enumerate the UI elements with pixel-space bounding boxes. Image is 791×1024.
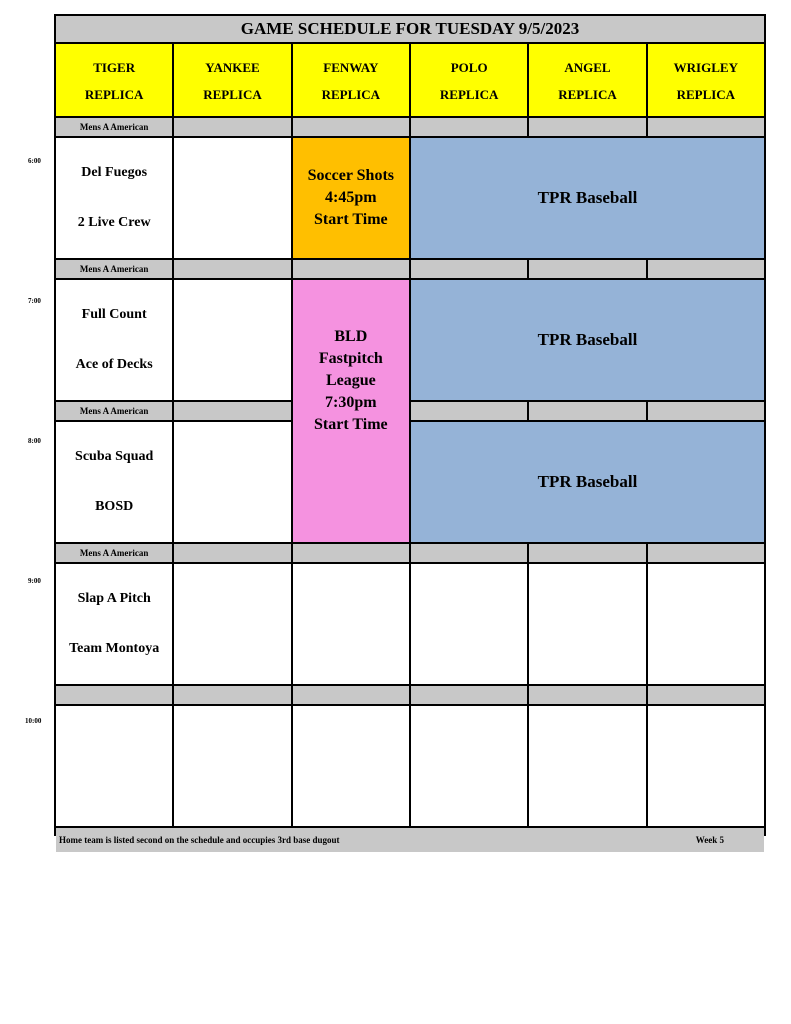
home-team: BOSD (95, 499, 134, 514)
week-label: Week 5 (695, 835, 724, 845)
bld-fastpitch-block (293, 280, 409, 542)
separator-cell (174, 118, 290, 136)
separator-cell (293, 686, 409, 704)
division-label: Mens A American (56, 544, 172, 562)
separator-cell (293, 260, 409, 278)
separator-cell (174, 544, 290, 562)
tpr-baseball-block: TPR Baseball (411, 422, 764, 542)
home-team: Team Montoya (69, 641, 160, 656)
field-sub: REPLICA (439, 87, 499, 102)
field-sub: REPLICA (84, 87, 144, 102)
tpr-baseball-block: TPR Baseball (411, 280, 764, 400)
away-team: Slap A Pitch (77, 591, 151, 606)
field-name: YANKEE (205, 60, 260, 75)
event-line: League (325, 372, 376, 389)
soccer-shots-block (293, 138, 409, 258)
field-header-yankee (174, 44, 290, 116)
separator-cell (529, 544, 645, 562)
time-label: 7:00 (28, 297, 41, 305)
separator-cell (411, 686, 527, 704)
separator-cell (529, 686, 645, 704)
separator-cell (411, 402, 527, 420)
empty-slot (411, 564, 527, 684)
schedule-title: GAME SCHEDULE FOR TUESDAY 9/5/2023 (56, 16, 764, 42)
event-line: BLD (334, 328, 368, 345)
empty-slot (529, 564, 645, 684)
empty-slot (648, 706, 764, 826)
separator-cell (293, 544, 409, 562)
field-header-angel (529, 44, 645, 116)
separator-cell (174, 402, 290, 420)
field-header-tiger (56, 44, 172, 116)
field-header-polo (411, 44, 527, 116)
empty-slot (293, 564, 409, 684)
away-team: Del Fuegos (81, 165, 148, 180)
empty-slot (174, 280, 290, 400)
field-sub: REPLICA (558, 87, 617, 102)
schedule-footer (56, 828, 764, 852)
separator-cell (648, 118, 764, 136)
away-team: Full Count (81, 307, 147, 322)
field-sub: REPLICA (321, 87, 381, 102)
empty-slot (174, 138, 290, 258)
division-label: Mens A American (56, 402, 172, 420)
field-name: WRIGLEY (673, 60, 738, 75)
empty-slot (648, 564, 764, 684)
empty-slot (56, 706, 172, 826)
field-header-wrigley (648, 44, 764, 116)
separator-cell (174, 260, 290, 278)
separator-cell (529, 118, 645, 136)
event-line: Fastpitch (318, 350, 383, 367)
separator-cell (411, 544, 527, 562)
empty-slot (174, 422, 290, 542)
field-name: ANGEL (564, 60, 611, 75)
separator-cell (529, 260, 645, 278)
field-header-fenway (293, 44, 409, 116)
game-cell (56, 564, 172, 684)
empty-slot (529, 706, 645, 826)
field-sub: REPLICA (676, 87, 736, 102)
time-label: 8:00 (28, 437, 41, 445)
separator-cell (411, 260, 527, 278)
separator-cell (411, 118, 527, 136)
event-line: 7:30pm (325, 394, 377, 411)
home-team: 2 Live Crew (77, 215, 151, 230)
empty-slot (293, 706, 409, 826)
field-sub: REPLICA (203, 87, 262, 102)
home-team: Ace of Decks (75, 357, 153, 372)
tpr-baseball-block: TPR Baseball (411, 138, 764, 258)
event-line: 4:45pm (325, 189, 377, 206)
time-label: 9:00 (28, 577, 41, 585)
separator-cell (648, 260, 764, 278)
event-line: Start Time (314, 416, 388, 433)
game-cell (56, 422, 172, 542)
time-label: 10:00 (25, 717, 42, 725)
schedule-grid (54, 14, 766, 845)
away-team: Scuba Squad (75, 449, 154, 464)
division-label: Mens A American (56, 118, 172, 136)
game-cell (56, 138, 172, 258)
home-team-note: Home team is listed second on the schedule and occupies 3rd base dugout (59, 835, 340, 845)
separator-cell (648, 544, 764, 562)
empty-slot (174, 706, 290, 826)
event-line: Start Time (314, 211, 388, 228)
empty-slot (411, 706, 527, 826)
time-label: 6:00 (28, 157, 41, 165)
separator-cell (293, 118, 409, 136)
separator-cell (56, 686, 172, 704)
empty-slot (174, 564, 290, 684)
separator-cell (529, 402, 645, 420)
separator-cell (648, 686, 764, 704)
separator-cell (174, 686, 290, 704)
field-name: TIGER (93, 60, 136, 75)
field-name: FENWAY (323, 60, 379, 75)
event-line: Soccer Shots (307, 167, 395, 184)
separator-cell (648, 402, 764, 420)
field-name: POLO (450, 60, 488, 75)
division-label: Mens A American (56, 260, 172, 278)
game-cell (56, 280, 172, 400)
